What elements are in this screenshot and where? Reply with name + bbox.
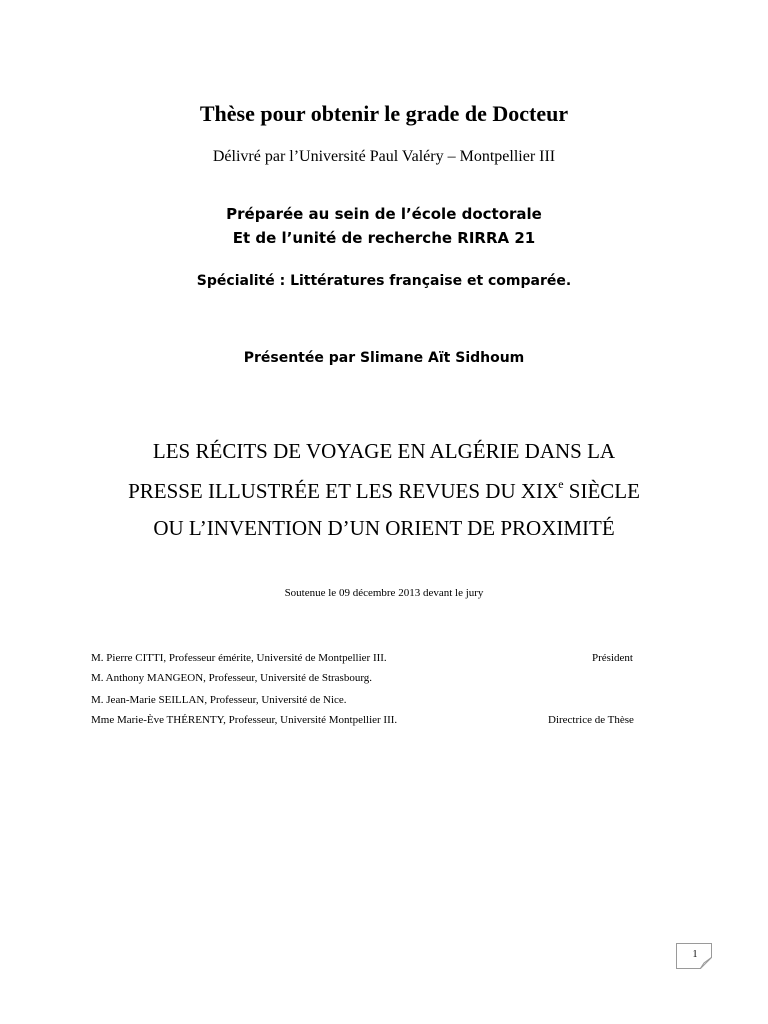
jury-member: M. Anthony MANGEON, Professeur, Université de Strasbourg.	[91, 672, 373, 684]
doctoral-school-line: Préparée au sein de l’école doctorale	[226, 205, 542, 223]
specialty-line: Spécialité : Littératures française et comparée.	[196, 273, 572, 289]
jury-role: Directrice de Thèse	[548, 714, 634, 726]
university-line: Délivré par l’Université Paul Valéry – Montpellier III	[212, 148, 556, 165]
jury-member: M. Jean-Marie SEILLAN, Professeur, Université de Nice.	[91, 694, 347, 706]
thesis-title-line-3: OU L’INVENTION D’UN ORIENT DE PROXIMITÉ	[153, 516, 615, 540]
thesis-title-line-2	[0, 479, 768, 504]
thesis-title-line-1: LES RÉCITS DE VOYAGE EN ALGÉRIE DANS LA	[152, 439, 616, 463]
century-superscript: e	[558, 477, 564, 491]
thesis-heading: Thèse pour obtenir le grade de Docteur	[199, 101, 569, 126]
jury-member: M. Pierre CITTI, Professeur émérite, Université de Montpellier III.	[91, 652, 387, 664]
presented-by-line: Présentée par Slimane Aït Sidhoum	[243, 350, 525, 366]
thesis-title-line-2-start: PRESSE ILLUSTRÉE ET LES REVUES DU XIX	[128, 479, 559, 503]
defense-date-line: Soutenue le 09 décembre 2013 devant le jury	[284, 587, 484, 599]
page-curl-icon	[698, 957, 712, 969]
jury-role: Président	[592, 652, 633, 664]
page-number: 1	[692, 949, 698, 960]
thesis-title-line-2-end: SIÈCLE	[563, 479, 640, 503]
jury-member: Mme Marie-Ève THÉRENTY, Professeur, Université Montpellier III.	[91, 714, 398, 726]
page-number-box	[676, 943, 712, 969]
research-unit-line: Et de l’unité de recherche RIRRA 21	[232, 229, 536, 247]
